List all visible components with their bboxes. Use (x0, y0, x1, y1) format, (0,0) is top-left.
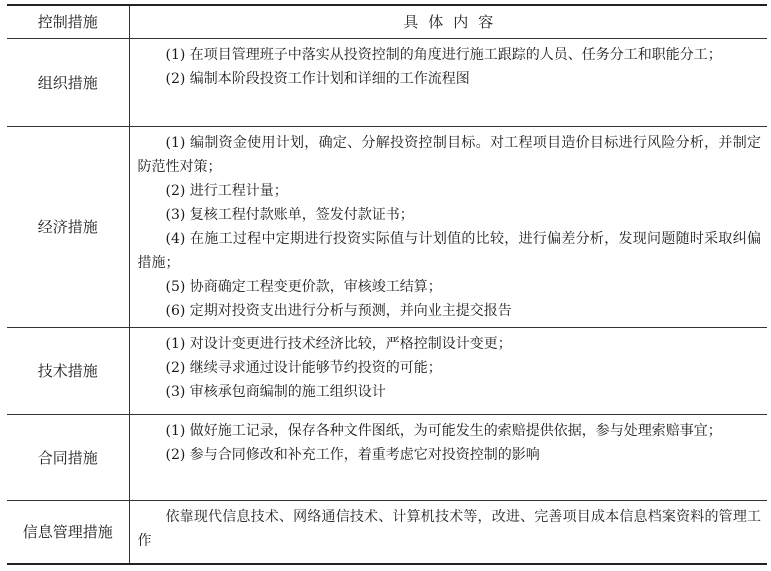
header-row (7, 5, 767, 38)
table-row-technical (7, 327, 767, 414)
row-label: 经济措施 (7, 126, 129, 327)
content-item: (3) 审核承包商编制的施工组织设计 (165, 383, 386, 400)
row-content (129, 327, 767, 414)
content-item: (5) 协商确定工程变更价款，审核竣工结算； (165, 278, 442, 295)
content-item: 依靠现代信息技术、网络通信技术、计算机技术等，改进、完善项目成本信息档案资料的管理工作 (137, 508, 761, 549)
row-content (129, 126, 767, 327)
content-item: (1) 做好施工记录，保存各种文件图纸，为可能发生的索赔提供依据，参与处理索赔事宜； (165, 422, 722, 439)
row-label: 组织措施 (7, 38, 129, 126)
header-content: 具体内容 (129, 5, 767, 38)
table-row-contractual (7, 414, 767, 500)
content-item: (4) 在施工过程中定期进行投资实际值与计划值的比较，进行偏差分析，发现问题随时采取纠偏措施； (137, 230, 761, 271)
table-body (7, 38, 767, 564)
row-content (129, 500, 767, 564)
investment-control-measures-table (7, 4, 767, 565)
content-item: (1) 在项目管理班子中落实从投资控制的角度进行施工跟踪的人员、任务分工和职能分工； (165, 46, 722, 63)
row-label: 合同措施 (7, 414, 129, 500)
content-item: (1) 对设计变更进行技术经济比较，严格控制设计变更； (165, 335, 512, 352)
content-item: (1) 编制资金使用计划，确定、分解投资控制目标。对工程项目造价目标进行风险分析，并制定防范性对策； (137, 134, 761, 175)
content-item: (2) 进行工程计量； (165, 182, 288, 199)
row-label: 技术措施 (7, 327, 129, 414)
content-item: (2) 编制本阶段投资工作计划和详细的工作流程图 (165, 70, 470, 87)
table-row-information-management (7, 500, 767, 564)
content-item: (2) 参与合同修改和补充工作，着重考虑它对投资控制的影响 (165, 446, 540, 463)
row-content (129, 414, 767, 500)
content-item: (3) 复核工程付款账单，签发付款证书； (165, 206, 414, 223)
content-item: (6) 定期对投资支出进行分析与预测，并向业主提交报告 (165, 302, 512, 319)
content-item: (2) 继续寻求通过设计能够节约投资的可能； (165, 359, 442, 376)
table-row-economic (7, 126, 767, 327)
measures-table-container (7, 4, 767, 565)
table-header (7, 5, 767, 38)
header-measure-type: 控制措施 (7, 5, 129, 38)
row-label: 信息管理措施 (7, 500, 129, 564)
table-row-organizational (7, 38, 767, 126)
row-content (129, 38, 767, 126)
